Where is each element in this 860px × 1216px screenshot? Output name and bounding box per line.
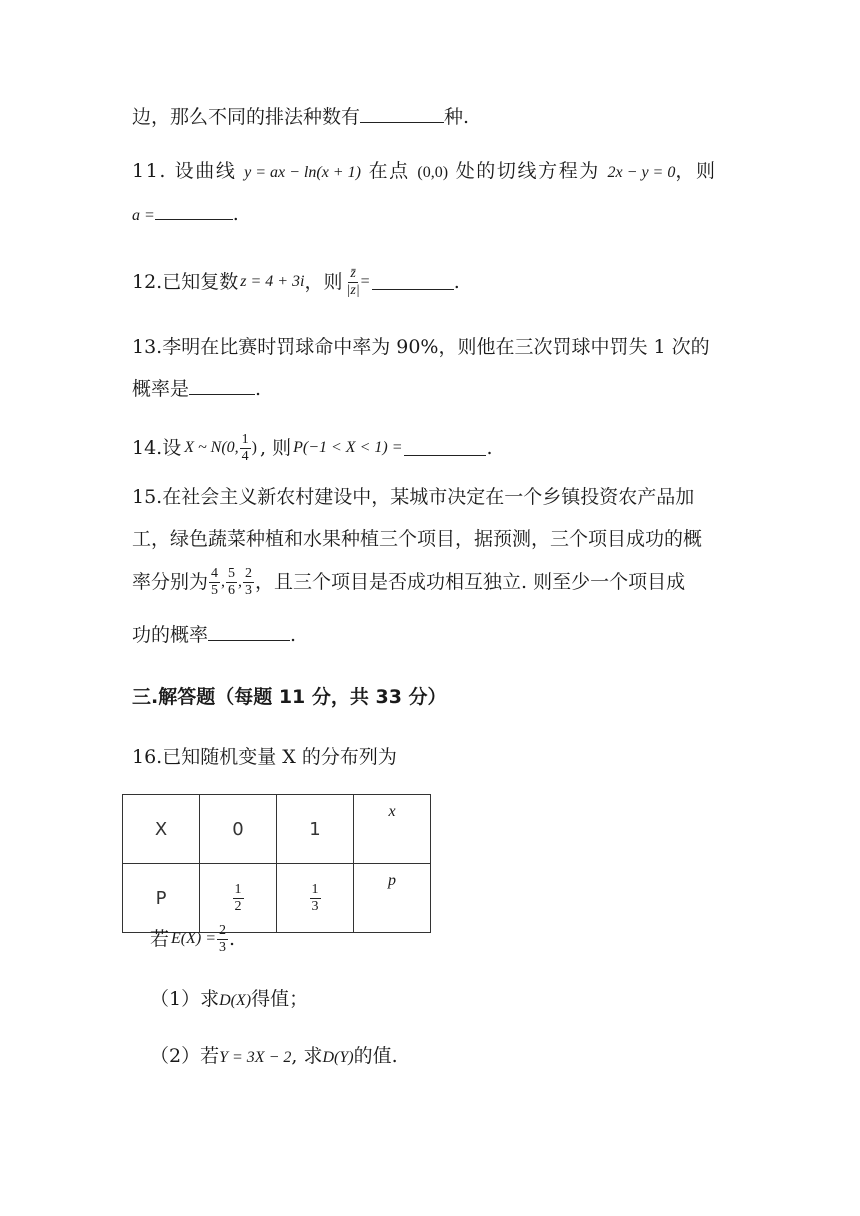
question-end: . — [486, 436, 493, 459]
question-text: 若 — [150, 927, 170, 950]
question-end: . — [290, 624, 297, 646]
fraction — [209, 567, 220, 598]
fraction-denominator: 3 — [219, 939, 227, 955]
transform-expression: Y = 3X − 2 — [219, 1049, 292, 1066]
fraction-numerator: 5 — [228, 565, 236, 581]
probability-expression: P(−1 < X < 1) = — [293, 439, 403, 456]
fraction-numerator: 2 — [245, 565, 253, 581]
table-cell: X — [123, 795, 200, 864]
question-number: 14. — [132, 436, 163, 459]
variance-expression: D(X) — [219, 992, 252, 1009]
table-cell: 1 — [277, 795, 354, 864]
answer-blank — [189, 380, 255, 395]
section-heading: 三.解答题（每题 11 分，共 33 分） — [132, 686, 447, 708]
question-text: ，则 — [304, 270, 343, 293]
question-12 — [132, 262, 460, 302]
question-end: . — [453, 270, 460, 293]
distribution-expression: ) — [251, 439, 257, 456]
point-expression: (0,0) — [417, 164, 449, 181]
fraction — [240, 433, 251, 464]
table-cell: p — [354, 864, 431, 933]
question-text: ，且三个项目是否成功相互独立. 则至少一个项目成 — [255, 570, 686, 593]
question-text: 概率是 — [132, 378, 190, 400]
question-text: 得值； — [251, 988, 309, 1010]
question-15-line-4 — [132, 626, 296, 645]
fraction-numerator: 2 — [219, 922, 227, 938]
fraction-denominator: 3 — [245, 582, 253, 598]
equals-sign: = — [360, 273, 370, 290]
question-16-part-1 — [150, 990, 308, 1009]
fraction — [226, 567, 237, 598]
question-11 — [132, 162, 717, 181]
question-13-line-1: 13.李明在比赛时罚球命中率为 90%，则他在三次罚球中罚失 1 次的 — [132, 336, 710, 358]
fraction — [243, 567, 254, 598]
prev-question-end: 种. — [444, 106, 470, 128]
fraction-numerator: 4 — [211, 565, 219, 581]
complex-number-expression: z = 4 + 3i — [240, 273, 305, 290]
question-text: （2）若 — [150, 1045, 220, 1067]
question-text: 设 — [162, 436, 182, 459]
curve-expression: y = ax − ln(x + 1) — [244, 164, 361, 181]
question-text: 功的概率 — [132, 624, 209, 646]
question-text: （1）求 — [150, 988, 220, 1010]
fraction — [233, 883, 244, 914]
table-row — [123, 795, 431, 864]
question-text: , 求 — [291, 1045, 323, 1067]
tangent-expression: 2x − y = 0 — [607, 164, 676, 181]
question-16-condition — [150, 918, 235, 960]
question-end: . — [255, 378, 262, 400]
question-text: ，则 — [675, 160, 717, 182]
question-15-line-3: 率分别为 $\frac{4}{5}$ , $\frac{5}{6}$ , $\frac{2}{3}$ ，且三个项目是否成功相互独立. 则至少一个项目成 — [132, 565, 686, 598]
question-16-part-2 — [150, 1047, 398, 1066]
answer-label: a = — [132, 207, 155, 224]
question-16-intro: 16.已知随机变量 X 的分布列为 — [132, 746, 397, 768]
fraction-denominator: 6 — [228, 582, 236, 598]
expectation-expression: E(X) = — [171, 930, 217, 947]
answer-blank — [208, 626, 290, 641]
answer-blank — [155, 205, 233, 220]
fraction-numerator: 1 — [234, 881, 242, 897]
fraction-numerator: 1 — [311, 881, 319, 897]
question-text: 处的切线方程为 — [455, 160, 600, 182]
fraction — [310, 883, 321, 914]
prev-question-text: 边，那么不同的排法种数有 — [132, 106, 361, 128]
table-cell: x — [354, 795, 431, 864]
fraction-denominator: |z| — [346, 282, 360, 298]
distribution-table — [122, 794, 431, 933]
question-text: , 则 — [260, 436, 292, 459]
question-15-line-2: 工，绿色蔬菜种植和水果种植三个项目，据预测，三个项目成功的概 — [132, 528, 703, 550]
question-number: 11. — [132, 160, 168, 182]
question-number: 12. — [132, 270, 163, 293]
answer-blank — [372, 275, 454, 290]
question-text: 在点 — [368, 160, 410, 182]
fraction-denominator: 5 — [211, 582, 219, 598]
question-13-line-2 — [132, 380, 261, 399]
answer-blank — [404, 441, 486, 456]
question-text: 设曲线 — [174, 160, 237, 182]
question-14 — [132, 428, 493, 468]
question-end: . — [229, 927, 236, 950]
fraction-denominator: 4 — [241, 448, 249, 464]
table-cell — [277, 864, 354, 933]
fraction-numerator: z̄ — [350, 265, 356, 281]
answer-blank — [360, 108, 444, 123]
question-end: . — [232, 203, 239, 225]
question-text: 已知复数 — [162, 270, 239, 293]
fraction — [217, 924, 228, 955]
question-text: 率分别为 — [132, 570, 209, 593]
prev-question-tail — [132, 108, 469, 127]
distribution-expression: X ~ N(0, — [184, 439, 239, 456]
fraction-denominator: 2 — [234, 898, 242, 914]
table-cell: 0 — [200, 795, 277, 864]
question-11-answer — [132, 205, 239, 224]
question-text: 的值. — [353, 1045, 398, 1067]
table-cell: P — [123, 864, 200, 933]
fraction-numerator: 1 — [241, 431, 249, 447]
question-15-line-1: 15.在社会主义新农村建设中，某城市决定在一个乡镇投资农产品加 — [132, 486, 695, 508]
fraction — [347, 267, 360, 298]
fraction-denominator: 3 — [311, 898, 319, 914]
variance-expression: D(Y) — [322, 1049, 354, 1066]
